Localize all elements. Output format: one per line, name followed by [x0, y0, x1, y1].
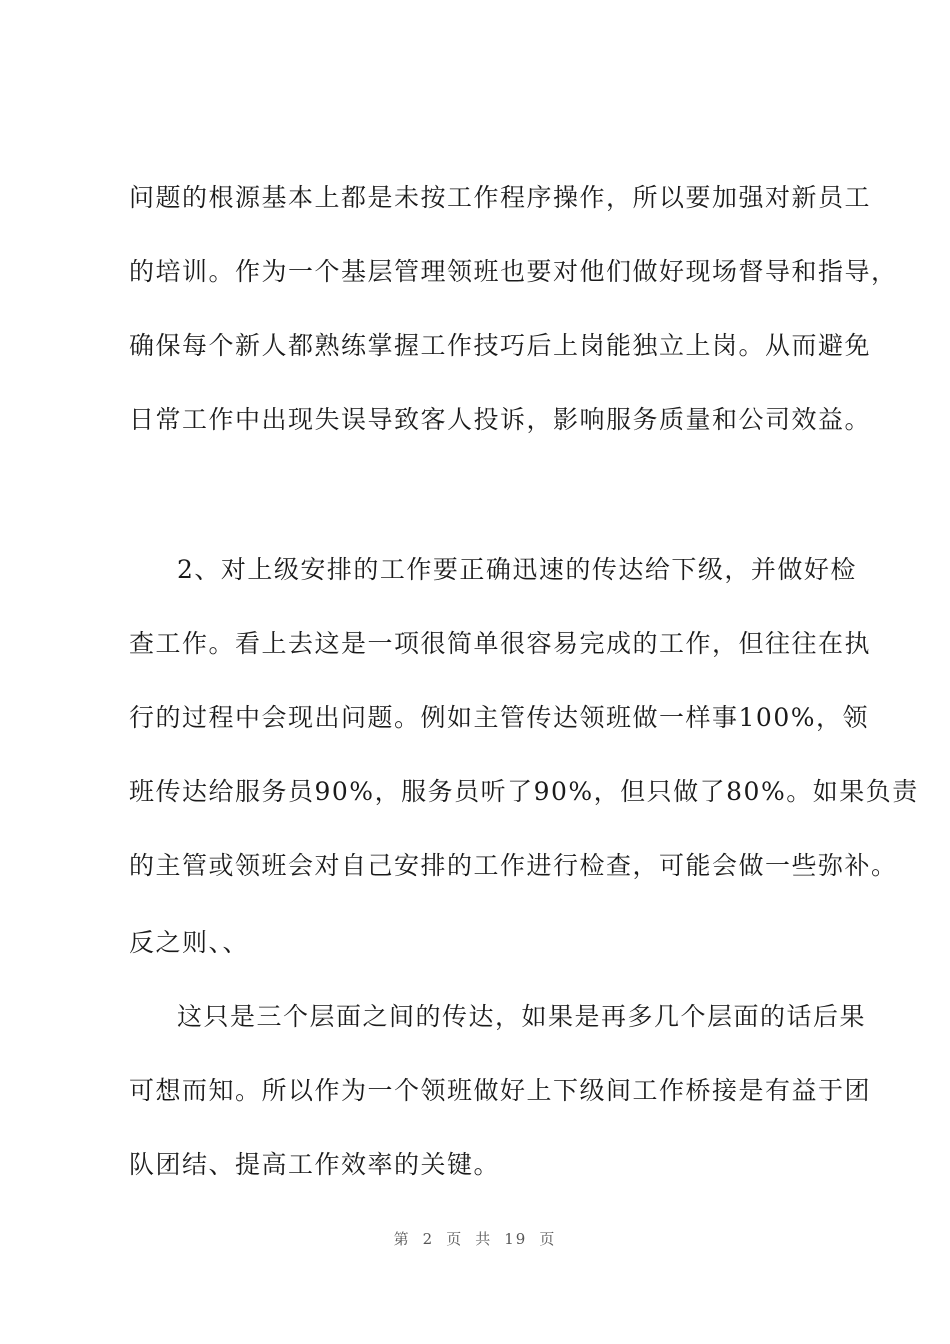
paragraph-line: 的培训。作为一个基层管理领班也要对他们做好现场督导和指导， [129, 257, 898, 286]
paragraph-line: 确保每个新人都熟练掌握工作技巧后上岗能独立上岗。从而避免 [129, 331, 872, 360]
paragraph-line: 这只是三个层面之间的传达，如果是再多几个层面的话后果 [177, 1002, 867, 1031]
paragraph-line: 可想而知。所以作为一个领班做好上下级间工作桥接是有益于团 [129, 1076, 872, 1105]
footer-total-pages: 19 [504, 1230, 528, 1248]
footer-ye2: 页 [539, 1230, 557, 1248]
paragraph-line: 查工作。看上去这是一项很简单很容易完成的工作，但往往在执 [129, 629, 872, 658]
paragraph-line: 日常工作中出现失误导致客人投诉，影响服务质量和公司效益。 [129, 405, 872, 434]
paragraph-line: 反之则、、 [129, 928, 250, 957]
paragraph-line: 行的过程中会现出问题。例如主管传达领班做一样事100%，领 [129, 703, 869, 732]
footer-di: 第 [393, 1230, 411, 1248]
paragraph-line: 班传达给服务员90%，服务员听了90%，但只做了80%。如果负责 [129, 777, 919, 806]
page-footer [0, 1228, 950, 1249]
paragraph-line: 队团结、提高工作效率的关键。 [129, 1150, 501, 1179]
footer-ye: 页 [446, 1230, 464, 1248]
footer-page-number: 2 [422, 1230, 435, 1248]
paragraph-line: 的主管或领班会对自己安排的工作进行检查，可能会做一些弥补。 [129, 851, 898, 880]
footer-gong: 共 [475, 1230, 493, 1248]
paragraph-line: 问题的根源基本上都是未按工作程序操作，所以要加强对新员工 [129, 183, 872, 212]
paragraph-line: 2、对上级安排的工作要正确迅速的传达给下级，并做好检 [177, 555, 857, 584]
